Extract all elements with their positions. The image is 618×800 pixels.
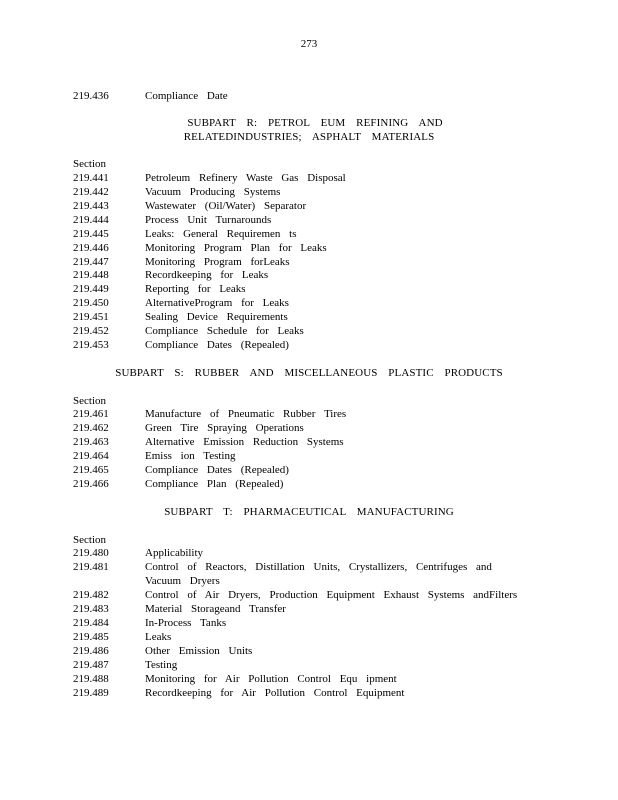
section-number: 219.444: [73, 214, 109, 226]
toc-entry: [73, 310, 533, 324]
section-title: Leaks: [145, 631, 172, 643]
subpart-t-heading: SUBPART T: PHARMACEUTICAL MANUFACTURING: [164, 506, 454, 518]
page-number: 273: [300, 38, 318, 50]
section-title: AlternativeProgram for Leaks: [145, 297, 289, 309]
section-title: Manufacture of Pneumatic Rubber Tires: [145, 408, 347, 420]
section-number: 219.451: [73, 311, 109, 323]
section-title: Petroleum Refinery Waste Gas Disposal: [145, 172, 346, 184]
section-number: 219.465: [73, 464, 109, 476]
section-number: 219.489: [73, 687, 109, 699]
toc-entry: [73, 213, 533, 227]
section-label: Section: [73, 534, 106, 546]
toc-entry: [73, 602, 533, 616]
section-number: 219.483: [73, 603, 109, 615]
section-number: 219.466: [73, 478, 109, 490]
section-title: Compliance Dates (Repealed): [145, 464, 289, 476]
toc-entry: [73, 282, 533, 296]
section-number: 219.487: [73, 659, 109, 671]
toc-entry: [73, 296, 533, 310]
toc-entry: [73, 199, 533, 213]
subpart-r-heading-line1: SUBPART R: PETROL EUM REFINING AND: [187, 117, 443, 129]
section-title: Applicability: [145, 547, 204, 559]
section-number: 219.482: [73, 589, 109, 601]
section-number: 219.481: [73, 561, 109, 573]
section-number: 219.446: [73, 242, 109, 254]
section-title: Monitoring Program forLeaks: [145, 256, 290, 268]
section-number: 219.447: [73, 256, 109, 268]
toc-entry: [73, 89, 533, 103]
section-title: Leaks: General Requiremen ts: [145, 228, 297, 240]
toc-entry: [73, 407, 533, 421]
toc-entry: [73, 241, 533, 255]
toc-entry: [73, 616, 533, 630]
section-number: 219.443: [73, 200, 109, 212]
section-number: 219.445: [73, 228, 109, 240]
toc-entry: [73, 338, 533, 352]
section-title: Vacuum Producing Systems: [145, 186, 281, 198]
section-number: 219.488: [73, 673, 109, 685]
toc-entry: [73, 546, 533, 560]
toc-entry: [73, 255, 533, 269]
toc-entry: [73, 588, 533, 602]
toc-entry: [73, 227, 533, 241]
section-number: 219.453: [73, 339, 109, 351]
section-title: Sealing Device Requirements: [145, 311, 288, 323]
toc-entry: [73, 658, 533, 672]
section-title: In-Process Tanks: [145, 617, 227, 629]
section-number: 219.463: [73, 436, 109, 448]
section-number: 219.486: [73, 645, 109, 657]
toc-entry: [73, 449, 533, 463]
section-title: Process Unit Turnarounds: [145, 214, 272, 226]
toc-entry: [73, 171, 533, 185]
section-title: Compliance Plan (Repealed): [145, 478, 284, 490]
section-number: 219.485: [73, 631, 109, 643]
section-number: 219.448: [73, 269, 109, 281]
section-label: Section: [73, 395, 106, 407]
section-title: Wastewater (Oil/Water) Separator: [145, 200, 307, 212]
section-title: Control of Reactors, Distillation Units, Crystallizers, Centrifuges and Vacuum Dryers: [145, 561, 492, 587]
section-title: Compliance Dates (Repealed): [145, 339, 289, 351]
section-label: Section: [73, 158, 106, 170]
toc-entry: [73, 672, 533, 686]
toc-entry: [73, 463, 533, 477]
toc-entry: [73, 644, 533, 658]
section-title: Green Tire Spraying Operations: [145, 422, 304, 434]
section-number: 219.464: [73, 450, 109, 462]
section-title: Compliance Date: [145, 90, 228, 102]
toc-entry: [73, 324, 533, 338]
section-title: Compliance Schedule for Leaks: [145, 325, 304, 337]
toc-entry: [73, 435, 533, 449]
toc-entry: [73, 560, 533, 588]
section-number: 219.450: [73, 297, 109, 309]
section-title: Emiss ion Testing: [145, 450, 236, 462]
toc-entry: [73, 477, 533, 491]
section-title: Monitoring Program Plan for Leaks: [145, 242, 327, 254]
section-number: 219.436: [73, 90, 109, 102]
section-number: 219.441: [73, 172, 109, 184]
toc-entry: [73, 268, 533, 282]
section-title: Control of Air Dryers, Production Equipment Exhaust Systems andFilters: [145, 589, 518, 601]
section-title: Material Storageand Transfer: [145, 603, 286, 615]
section-title: Other Emission Units: [145, 645, 253, 657]
toc-entry: [73, 686, 533, 700]
section-number: 219.452: [73, 325, 109, 337]
toc-entry: [73, 421, 533, 435]
subpart-r-heading-line2: RELATEDINDUSTRIES; ASPHALT MATERIALS: [183, 131, 435, 143]
section-title: Testing: [145, 659, 178, 671]
section-number: 219.461: [73, 408, 109, 420]
section-number: 219.462: [73, 422, 109, 434]
section-title: Recordkeeping for Leaks: [145, 269, 269, 281]
section-title: Alternative Emission Reduction Systems: [145, 436, 344, 448]
section-title: Recordkeeping for Air Pollution Control Equipment: [145, 687, 405, 699]
toc-entry: [73, 630, 533, 644]
section-number: 219.442: [73, 186, 109, 198]
section-title: Monitoring for Air Pollution Control Equ ipment: [145, 673, 397, 685]
subpart-s-heading: SUBPART S: RUBBER AND MISCELLANEOUS PLASTIC PRODUCTS: [115, 367, 503, 379]
section-title: Reporting for Leaks: [145, 283, 246, 295]
section-number: 219.484: [73, 617, 109, 629]
section-number: 219.449: [73, 283, 109, 295]
toc-entry: [73, 185, 533, 199]
section-number: 219.480: [73, 547, 109, 559]
